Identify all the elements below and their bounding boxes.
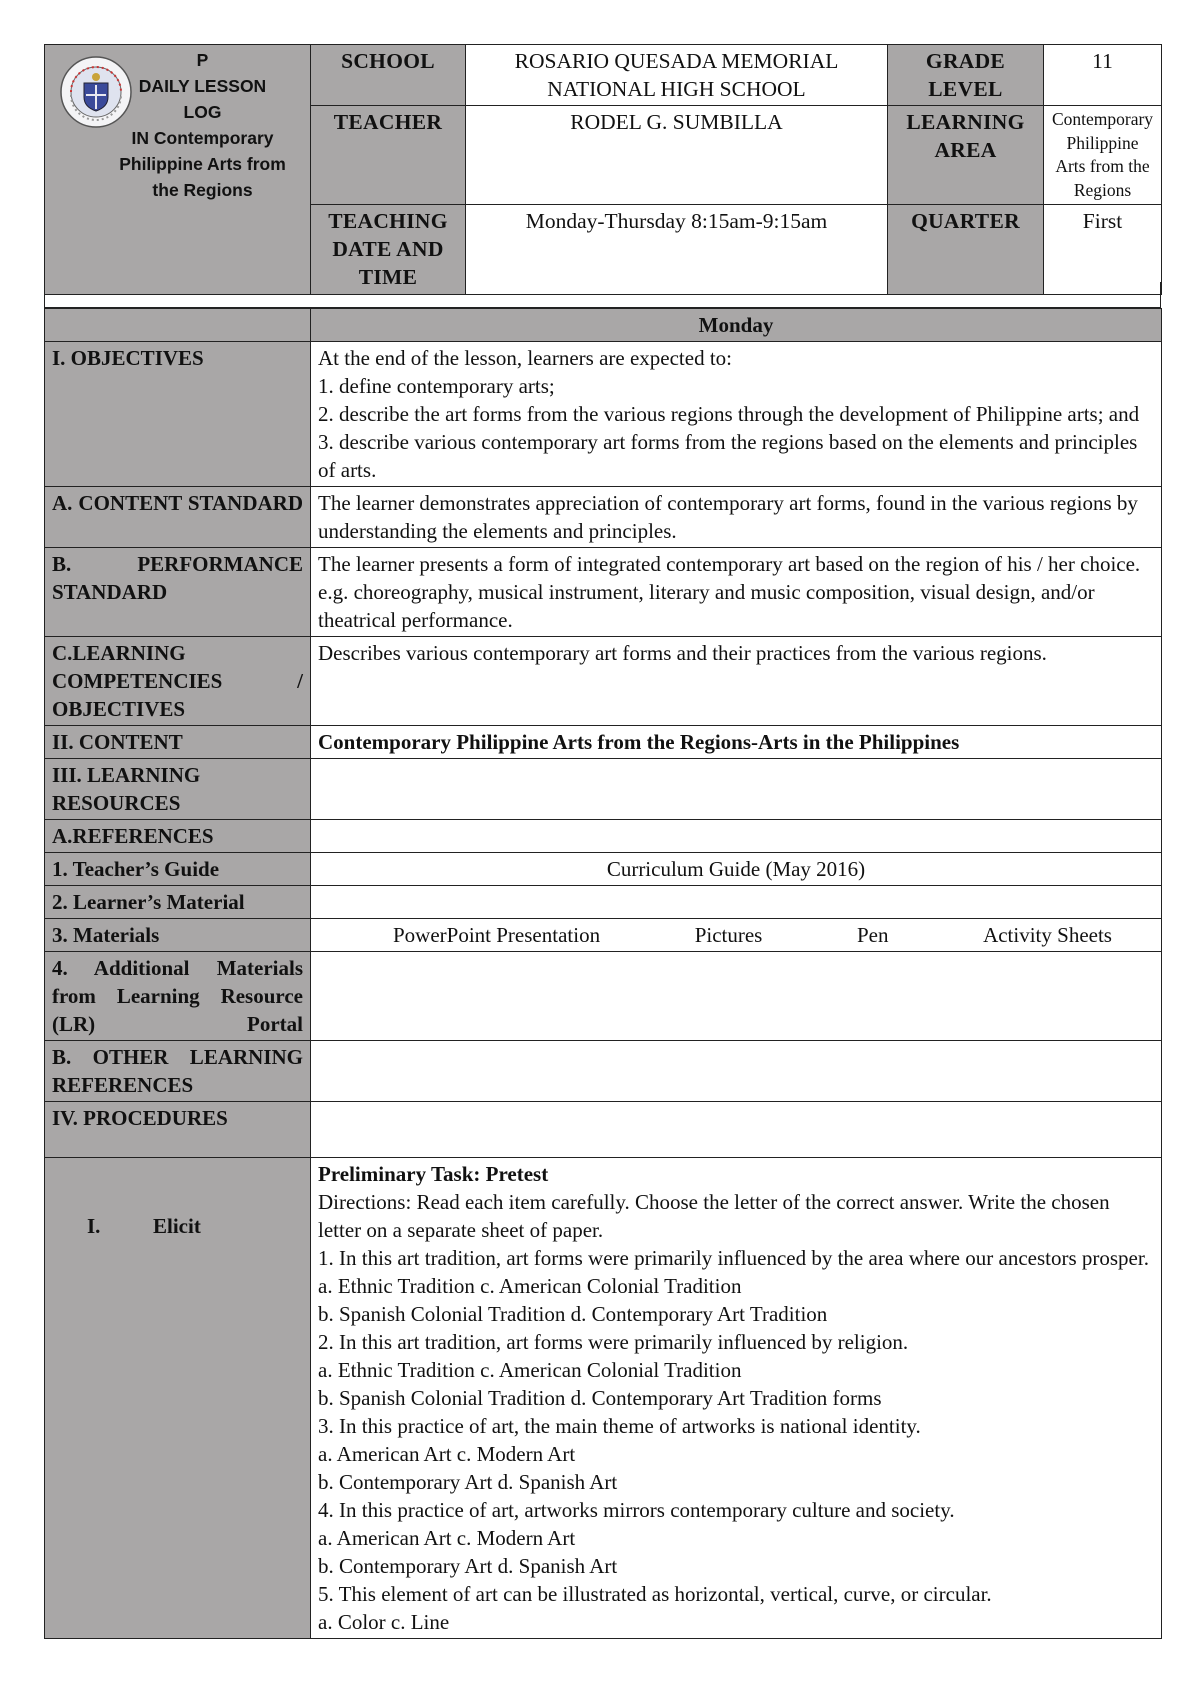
- school-value: ROSARIO QUESADA MEMORIAL NATIONAL HIGH SCHOOL: [466, 45, 888, 106]
- learners-material-value: [311, 886, 1162, 919]
- grade-value: 11: [1044, 45, 1162, 106]
- procedures-value: [311, 1102, 1162, 1158]
- spacer-row: [44, 282, 1161, 308]
- procedures-label: IV. PROCEDURES: [45, 1102, 311, 1158]
- content-standard-label: A. CONTENT STANDARD: [45, 487, 311, 548]
- other-references-value: [311, 1041, 1162, 1102]
- performance-standard-text: The learner presents a form of integrated contemporary art based on the region of his / her choice. e.g. choreography, musical instrument, literary and music composition, visual design, and/or theatrical performance.: [311, 548, 1162, 637]
- pretest-line: b. Spanish Colonial Tradition d. Contemporary Art Tradition: [318, 1302, 828, 1326]
- quarter-value: First: [1044, 205, 1162, 295]
- references-value: [311, 820, 1162, 853]
- content-label: II. CONTENT: [45, 726, 311, 759]
- pretest-line: a. American Art c. Modern Art: [318, 1526, 576, 1550]
- pretest-line: b. Spanish Colonial Tradition d. Contemporary Art Tradition forms: [318, 1386, 882, 1410]
- time-label: TEACHING DATE AND TIME: [311, 205, 466, 295]
- competencies-text: Describes various contemporary art forms and their practices from the various regions.: [311, 637, 1162, 726]
- pretest-line: b. Contemporary Art d. Spanish Art: [318, 1554, 618, 1578]
- deped-seal-icon: [59, 55, 133, 129]
- header-table: [44, 44, 1162, 295]
- time-value: Monday-Thursday 8:15am-9:15am: [466, 205, 888, 295]
- pretest-line: a. Ethnic Tradition c. American Colonial Tradition: [318, 1358, 742, 1382]
- elicit-label: Elicit: [153, 1214, 201, 1238]
- grade-label: GRADE LEVEL: [888, 45, 1044, 106]
- log-title: P DAILY LESSON LOG IN Contemporary Philippine Arts from the Regions: [119, 50, 286, 200]
- day-header: Monday: [311, 309, 1162, 342]
- objectives-line: 2. describe the art forms from the various regions through the development of Philippine arts; and: [318, 402, 1140, 426]
- pretest-line: a. Ethnic Tradition c. American Colonial Tradition: [318, 1274, 742, 1298]
- elicit-label-cell: [45, 1158, 311, 1639]
- content-text: Contemporary Philippine Arts from the Regions-Arts in the Philippines: [311, 726, 1162, 759]
- pretest-line: 3. In this practice of art, the main theme of artworks is national identity.: [318, 1414, 921, 1438]
- pretest-line: 1. In this art tradition, art forms were primarily influenced by the area where our ancestors prosper.: [318, 1246, 1149, 1270]
- pretest-line: a. Color c. Line: [318, 1610, 450, 1634]
- school-label: SCHOOL: [311, 45, 466, 106]
- logo-cell: [45, 45, 311, 295]
- pretest-line: 2. In this art tradition, art forms were primarily influenced by religion.: [318, 1330, 909, 1354]
- objectives-line: 3. describe various contemporary art forms from the regions based on the elements and principles of arts.: [318, 430, 1138, 482]
- quarter-label: QUARTER: [888, 205, 1044, 295]
- material-item: Pictures: [694, 923, 763, 947]
- teacher-value: RODEL G. SUMBILLA: [466, 106, 888, 205]
- objectives-line: At the end of the lesson, learners are expected to:: [318, 346, 733, 370]
- day-header-blank: [45, 309, 311, 342]
- pretest-line: b. Contemporary Art d. Spanish Art: [318, 1470, 618, 1494]
- material-item: Pen: [856, 923, 889, 947]
- competencies-label: C.LEARNING COMPETENCIES / OBJECTIVES: [45, 637, 311, 726]
- teacher-label: TEACHER: [311, 106, 466, 205]
- elicit-number: I.: [87, 1214, 101, 1238]
- materials-label: 3. Materials: [45, 919, 311, 952]
- other-references-label: B. OTHER LEARNING REFERENCES: [45, 1041, 311, 1102]
- materials-value: [311, 919, 1162, 952]
- elicit-body: [311, 1158, 1162, 1639]
- pretest-title: Preliminary Task: Pretest: [318, 1162, 549, 1186]
- content-standard-text: The learner demonstrates appreciation of contemporary art forms, found in the various regions by understanding the elements and principles.: [311, 487, 1162, 548]
- learning-resources-label: III. LEARNING RESOURCES: [45, 759, 311, 820]
- lesson-table: [44, 308, 1162, 1639]
- pretest-line: 4. In this practice of art, artworks mirrors contemporary culture and society.: [318, 1498, 955, 1522]
- teachers-guide-label: 1. Teacher’s Guide: [45, 853, 311, 886]
- learners-material-label: 2. Learner’s Material: [45, 886, 311, 919]
- references-label: A.REFERENCES: [45, 820, 311, 853]
- additional-materials-value: [311, 952, 1162, 1041]
- learning-resources-value: [311, 759, 1162, 820]
- area-value: Contemporary Philippine Arts from the Regions: [1044, 106, 1162, 205]
- material-item: Activity Sheets: [983, 923, 1112, 947]
- teachers-guide-value: Curriculum Guide (May 2016): [311, 853, 1162, 886]
- objectives-body: [311, 342, 1162, 487]
- performance-standard-label: B. PERFORMANCE STANDARD: [45, 548, 311, 637]
- pretest-line: a. American Art c. Modern Art: [318, 1442, 576, 1466]
- pretest-line: 5. This element of art can be illustrated as horizontal, vertical, curve, or circular.: [318, 1582, 992, 1606]
- material-item: PowerPoint Presentation: [393, 923, 601, 947]
- area-label: LEARNING AREA: [888, 106, 1044, 205]
- pretest-line: Directions: Read each item carefully. Choose the letter of the correct answer. Write the chosen letter on a separate sheet of paper.: [318, 1190, 1110, 1242]
- additional-materials-label: 4. Additional Materials from Learning Resource (LR) Portal: [45, 952, 311, 1041]
- objectives-line: 1. define contemporary arts;: [318, 374, 555, 398]
- objectives-label: I. OBJECTIVES: [45, 342, 311, 487]
